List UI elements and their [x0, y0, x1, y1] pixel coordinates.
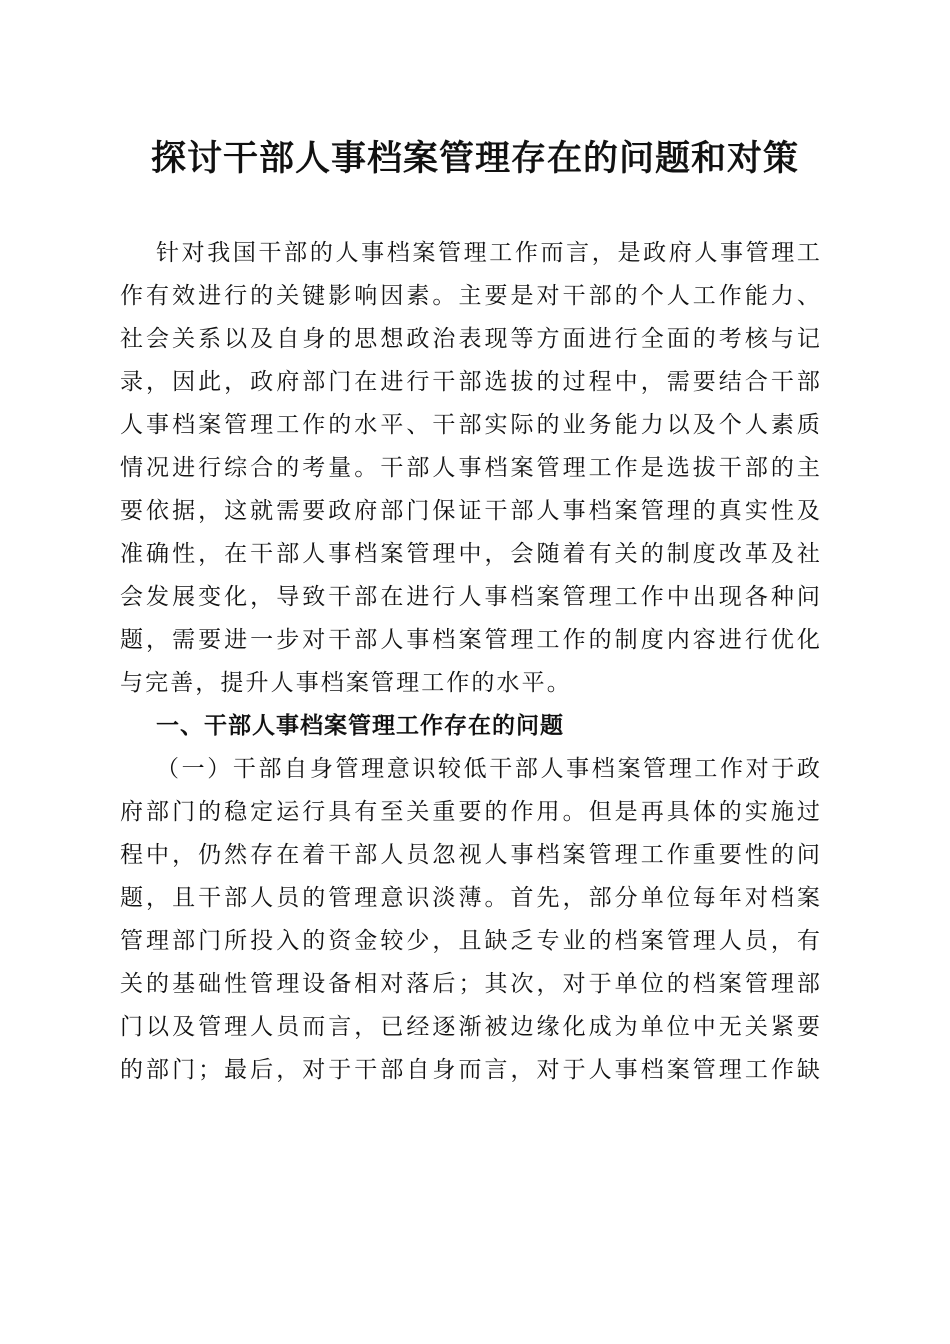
intro-line: 会发展变化，导致干部在进行人事档案管理工作中出现各种问	[120, 584, 822, 610]
section1-line: （一）干部自身管理意识较低干部人事档案管理工作对于政	[156, 756, 822, 782]
section1-paragraph	[120, 748, 822, 1092]
section1-line: 管理部门所投入的资金较少，且缺乏专业的档案管理人员，有	[120, 928, 822, 954]
section1-line: 程中，仍然存在着干部人员忽视人事档案管理工作重要性的问	[120, 842, 822, 868]
section1-line: 题，且干部人员的管理意识淡薄。首先，部分单位每年对档案	[120, 885, 822, 911]
section1-line: 关的基础性管理设备相对落后；其次，对于单位的档案管理部	[120, 971, 822, 997]
document-body	[120, 232, 822, 1092]
document-title: 探讨干部人事档案管理存在的问题和对策	[150, 138, 799, 179]
intro-line: 社会关系以及自身的思想政治表现等方面进行全面的考核与记	[120, 326, 822, 352]
intro-line: 针对我国干部的人事档案管理工作而言，是政府人事管理工	[156, 240, 822, 266]
section1-line: 府部门的稳定运行具有至关重要的作用。但是再具体的实施过	[120, 799, 822, 825]
intro-line: 要依据，这就需要政府部门保证干部人事档案管理的真实性及	[120, 498, 822, 524]
intro-line: 题，需要进一步对干部人事档案管理工作的制度内容进行优化	[120, 627, 822, 653]
intro-line: 作有效进行的关键影响因素。主要是对干部的个人工作能力、	[120, 283, 822, 309]
section1-line: 门以及管理人员而言，已经逐渐被边缘化成为单位中无关紧要	[120, 1014, 822, 1040]
intro-line: 情况进行综合的考量。干部人事档案管理工作是选拔干部的主	[120, 455, 822, 481]
intro-line: 与完善，提升人事档案管理工作的水平。	[120, 670, 572, 696]
section-heading: 一、干部人事档案管理工作存在的问题	[156, 713, 564, 739]
intro-paragraph	[120, 232, 822, 705]
intro-line: 准确性，在干部人事档案管理中，会随着有关的制度改革及社	[120, 541, 822, 567]
intro-line: 录，因此，政府部门在进行干部选拔的过程中，需要结合干部	[120, 369, 822, 395]
intro-line: 人事档案管理工作的水平、干部实际的业务能力以及个人素质	[120, 412, 822, 438]
section1-line: 的部门；最后，对于干部自身而言，对于人事档案管理工作缺	[120, 1057, 822, 1083]
